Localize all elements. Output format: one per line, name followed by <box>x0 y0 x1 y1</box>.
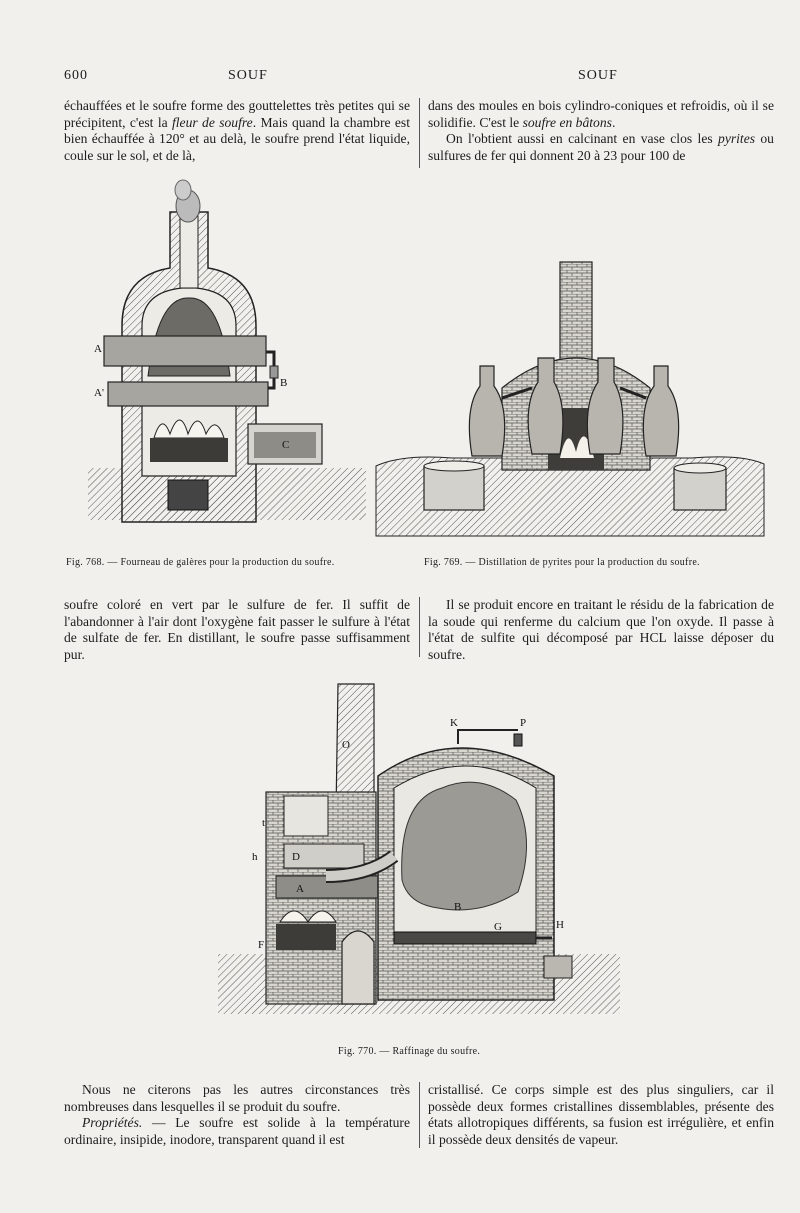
figure-768-caption: Fig. 768. — Fourneau de galères pour la production du soufre. <box>66 557 335 568</box>
running-title-right: SOUF <box>578 68 618 83</box>
bottom-left-column: Nous ne citerons pas les autres circonstances très nombreuses dans lesquelles il se produit du soufre. Propriétés. — Le soufre est solide à la température ordinaire, insipide, inodore, transparent quand il est <box>64 1082 410 1147</box>
label-h-small: h <box>252 851 258 863</box>
bottom-right-column: cristallisé. Ce corps simple est des plus singuliers, car il possède deux formes cristallines dissemblables, présente des états allotropiques différents, sa fusion est irrégulière, et enfin il possède deux densités de vapeur. <box>428 1082 774 1147</box>
top-left-column: échauffées et le soufre forme des gouttelettes très petites qui se précipitent, c'est la fleur de soufre. Mais quand la chambre est bien échauffée à 120° et au delà, le soufre prend l'état liquide, coule sur le sol, et de là, <box>64 98 410 163</box>
label-a: A <box>94 343 102 355</box>
label-b: B <box>280 377 288 389</box>
label-b: B <box>454 901 462 913</box>
label-p: P <box>520 717 527 729</box>
label-k: K <box>450 717 458 729</box>
figure-768-furnace <box>88 176 366 528</box>
middle-right-column: Il se produit encore en traitant le résidu de la fabrication de la soude qui renferme du calcium que l'on oxyde. Il passe à l'état de sulfite qui décomposé par HCL laisse déposer du soufre. <box>428 597 774 662</box>
label-h: H <box>556 919 564 931</box>
label-a-prime: A' <box>94 387 104 399</box>
figure-769-distillation <box>372 258 766 538</box>
column-rule-bottom <box>419 1082 420 1148</box>
column-rule-top <box>419 98 420 168</box>
page-number: 600 <box>64 68 88 83</box>
label-g: G <box>494 921 502 933</box>
top-right-column: dans des moules en bois cylindro-coniques et refroidis, où il se solidifie. C'est le soufre en bâtons. On l'obtient aussi en calcinant en vase clos les pyrites ou sulfures de fer qui donnent 20 à 23 pour 100 de <box>428 98 774 163</box>
middle-left-column: soufre coloré en vert par le sulfure de fer. Il suffit de l'abandonner à l'air dont l'oxygène fait passer le sulfure à l'état de sulfate de fer. En distillant, le soufre passe suffisamment pur. <box>64 597 410 662</box>
label-d: D <box>292 851 300 863</box>
column-rule-middle <box>419 597 420 657</box>
label-c: C <box>282 439 290 451</box>
figure-769-caption: Fig. 769. — Distillation de pyrites pour la production du soufre. <box>424 557 700 568</box>
running-title-left: SOUF <box>228 68 268 83</box>
figure-770-refining <box>218 680 620 1026</box>
figure-770-caption: Fig. 770. — Raffinage du soufre. <box>338 1046 481 1057</box>
label-f: F <box>258 939 265 951</box>
label-a: A <box>296 883 304 895</box>
label-t: t <box>262 817 266 829</box>
label-o: O <box>342 739 350 751</box>
